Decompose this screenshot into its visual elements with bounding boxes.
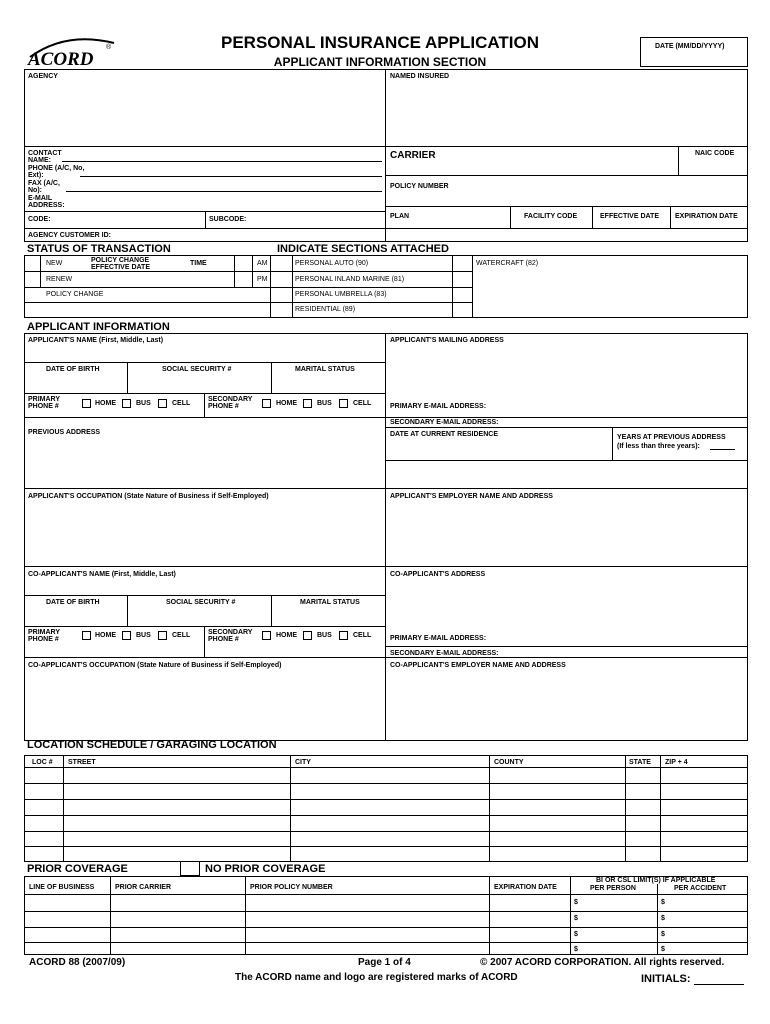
carrier-label: CARRIER [390,150,436,161]
lob-header: LINE OF BUSINESS [29,884,95,891]
dollar-1b: $ [661,899,665,906]
cell-label: CELL [172,400,191,407]
years-prev-note: (If less than three years): [617,443,700,450]
co-marital-label: MARITAL STATUS [300,599,360,606]
per-person-header: PER PERSON [590,885,636,892]
expiration-date-label: EXPIRATION DATE [675,213,738,220]
cell-checkbox[interactable] [158,399,167,408]
applicant-name-label: APPLICANT'S NAME (First, Middle, Last) [28,337,164,344]
co-home2-label: HOME [276,632,297,639]
code-label: CODE: [28,216,51,223]
prior-coverage-title: PRIOR COVERAGE [27,863,128,875]
svg-text:®: ® [106,44,112,51]
sections-title: INDICATE SECTIONS ATTACHED [277,243,449,255]
co-cell-checkbox[interactable] [158,631,167,640]
effective-date-label: EFFECTIVE DATE [600,213,659,220]
form-subtitle: APPLICANT INFORMATION SECTION [273,55,487,69]
dollar-4a: $ [574,946,578,953]
form-title: PERSONAL INSURANCE APPLICATION [221,33,539,52]
bus-checkbox[interactable] [122,399,131,408]
home-label: HOME [95,400,116,407]
email-label: E-MAIL ADDRESS: [28,195,65,209]
co-secondary-email-label: SECONDARY E-MAIL ADDRESS: [390,650,499,657]
co-home-label: HOME [95,632,116,639]
cell2-checkbox[interactable] [339,399,348,408]
bus-label: BUS [136,400,151,407]
marital-label: MARITAL STATUS [295,366,355,373]
naic-label: NAIC CODE [695,150,735,157]
co-secondary-phone-label: SECONDARY PHONE # [208,629,253,643]
applicant-title: APPLICANT INFORMATION [27,321,170,333]
date-current-label: DATE AT CURRENT RESIDENCE [390,431,498,438]
renew-label: RENEW [46,276,73,283]
limits-header: BI OR CSL LIMIT(S) IF APPLICABLE [596,877,716,884]
coapplicant-address-label: CO-APPLICANT'S ADDRESS [390,571,486,578]
city-header: CITY [295,759,311,766]
page-number: Page 1 of 4 [358,957,411,968]
employer-label: APPLICANT'S EMPLOYER NAME AND ADDRESS [390,493,553,500]
applicant-block [24,333,748,741]
years-prev-label: YEARS AT PREVIOUS ADDRESS [617,434,726,441]
street-header: STREET [68,759,96,766]
policy-number-label: POLICY NUMBER [390,183,449,190]
co-bus2-checkbox[interactable] [303,631,312,640]
co-bus-label: BUS [136,632,151,639]
subcode-label: SUBCODE: [209,216,247,223]
dollar-2b: $ [661,915,665,922]
agency-label: AGENCY [28,73,58,80]
dollar-1a: $ [574,899,578,906]
dob-label: DATE OF BIRTH [46,366,100,373]
policy-change-label: POLICY CHANGE [46,291,104,298]
co-home2-checkbox[interactable] [262,631,271,640]
dollar-4b: $ [661,946,665,953]
co-cell-label: CELL [172,632,191,639]
phone-label: PHONE (A/C, No, Ext): [28,165,85,179]
previous-address-label: PREVIOUS ADDRESS [28,429,101,436]
mailing-address-label: APPLICANT'S MAILING ADDRESS [390,337,504,344]
no-prior-title: NO PRIOR COVERAGE [205,863,326,875]
residential-label: RESIDENTIAL (89) [295,306,356,313]
home2-checkbox[interactable] [262,399,271,408]
secondary-email-label: SECONDARY E-MAIL ADDRESS: [390,419,499,426]
registered-marks: The ACORD name and logo are registered marks of ACORD [235,972,518,983]
co-cell2-label: CELL [353,632,372,639]
co-occupation-label: CO-APPLICANT'S OCCUPATION (State Nature of Business if Self-Employed) [28,662,282,669]
fax-label: FAX (A/C, No): [28,180,60,194]
home-checkbox[interactable] [82,399,91,408]
home2-label: HOME [276,400,297,407]
copyright: © 2007 ACORD CORPORATION. All rights reserved. [480,957,725,968]
primary-phone-label: PRIMARY PHONE # [28,396,60,410]
co-ssn-label: SOCIAL SECURITY # [166,599,236,606]
umbrella-label: PERSONAL UMBRELLA (83) [295,291,387,298]
county-header: COUNTY [494,759,524,766]
co-bus2-label: BUS [317,632,332,639]
date-label: DATE (MM/DD/YYYY) [655,43,725,50]
prior-carrier-header: PRIOR CARRIER [115,884,172,891]
plan-label: PLAN [390,213,410,220]
dollar-2a: $ [574,915,578,922]
co-primary-email-label: PRIMARY E-MAIL ADDRESS: [390,635,487,642]
svg-text:ACORD: ACORD [28,49,94,69]
watercraft-label: WATERCRAFT (82) [476,260,539,267]
date-field[interactable] [640,37,748,67]
zip-header: ZIP + 4 [665,759,688,766]
am-label: AM [257,260,268,267]
named-insured-label: NAMED INSURED [390,73,450,80]
initials-field[interactable] [694,984,744,985]
secondary-phone-label: SECONDARY PHONE # [208,396,253,410]
form-number: ACORD 88 (2007/09) [29,957,126,968]
co-dob-label: DATE OF BIRTH [46,599,100,606]
state-header: STATE [629,759,651,766]
no-prior-checkbox[interactable] [180,861,200,876]
dollar-3b: $ [661,931,665,938]
primary-email-label: PRIMARY E-MAIL ADDRESS: [390,403,487,410]
occupation-label: APPLICANT'S OCCUPATION (State Nature of Business if Self-Employed) [28,493,269,500]
status-title: STATUS OF TRANSACTION [27,243,171,255]
cell2-label: CELL [353,400,372,407]
loc-header: LOC # [32,759,53,766]
per-accident-header: PER ACCIDENT [674,885,727,892]
co-cell2-checkbox[interactable] [339,631,348,640]
new-label: NEW [46,260,63,267]
dollar-3a: $ [574,931,578,938]
inland-marine-label: PERSONAL INLAND MARINE (81) [295,276,405,283]
time-label: TIME [190,260,207,267]
coapplicant-name-label: CO-APPLICANT'S NAME (First, Middle, Last) [28,571,176,578]
co-home-checkbox[interactable] [82,631,91,640]
location-title: LOCATION SCHEDULE / GARAGING LOCATION [27,739,277,751]
ssn-label: SOCIAL SECURITY # [162,366,232,373]
co-bus-checkbox[interactable] [122,631,131,640]
initials-label: INITIALS: [641,973,691,985]
co-primary-phone-label: PRIMARY PHONE # [28,629,60,643]
co-employer-label: CO-APPLICANT'S EMPLOYER NAME AND ADDRESS [390,662,566,669]
personal-auto-label: PERSONAL AUTO (90) [295,260,369,267]
acord-logo [26,35,118,69]
pm-label: PM [257,276,268,283]
prior-policy-header: PRIOR POLICY NUMBER [250,884,333,891]
bus2-checkbox[interactable] [303,399,312,408]
bus2-label: BUS [317,400,332,407]
contact-name-label: CONTACT NAME: [28,150,62,164]
facility-code-label: FACILITY CODE [524,213,578,220]
pc-effective-date-label: POLICY CHANGE EFFECTIVE DATE [91,257,150,271]
prior-expiration-header: EXPIRATION DATE [494,884,557,891]
agency-customer-id-label: AGENCY CUSTOMER ID: [28,232,111,239]
